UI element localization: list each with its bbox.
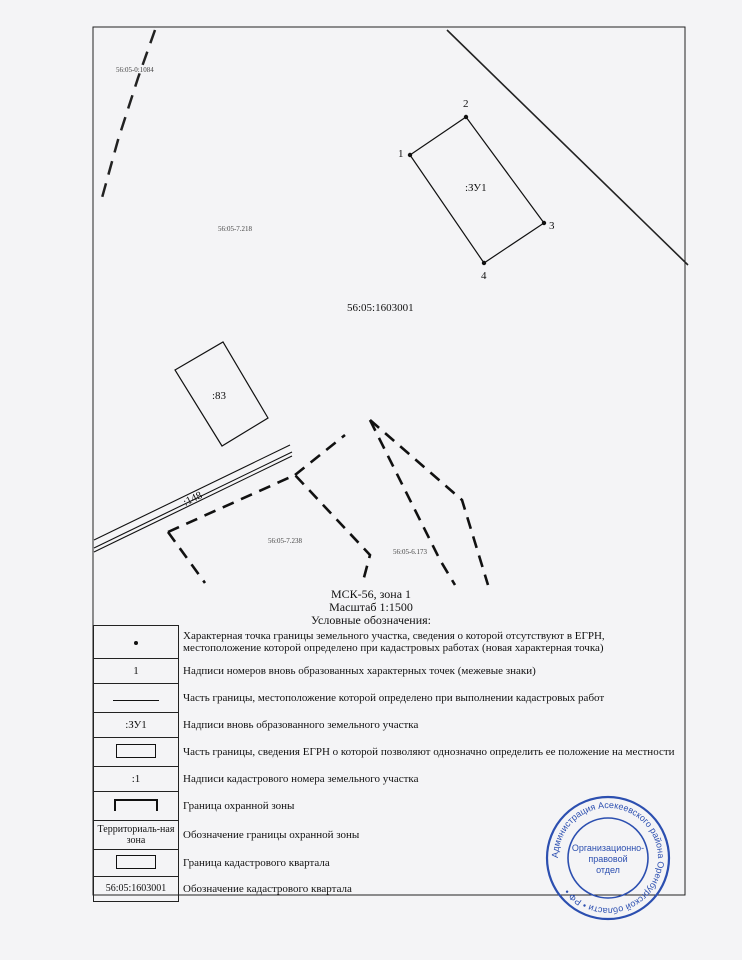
parcel-label-148: :148 (181, 489, 205, 509)
legend-text: Граница кадастрового квартала (183, 857, 330, 869)
legend-title: Условные обозначения: (310, 613, 432, 627)
zone-boundary-e (370, 420, 488, 585)
svg-text:Организационно-: Организационно- (571, 843, 645, 853)
legend-text: Обозначение кадастрового квартала (183, 883, 352, 895)
label-zone-b: 56:05-6.173 (393, 548, 428, 556)
scale-label: Масштаб 1:1500 (329, 600, 413, 614)
legend-text: Часть границы, местоположение которой определено при выполнении кадастровых работ (183, 692, 605, 704)
boundary-line-diagonal (447, 30, 688, 265)
point-3 (542, 221, 546, 225)
point-4 (482, 261, 486, 265)
legend-text: Надписи вновь образованного земельного участка (183, 719, 419, 731)
legend-row (94, 738, 683, 767)
legend-symbol-text: :1 (94, 767, 179, 792)
zone-boundary-d (370, 420, 455, 585)
parcel-label-zu1: :ЗУ1 (465, 182, 487, 194)
new-point-symbol (134, 641, 138, 645)
legend-symbol-text: 56:05:1603001 (94, 877, 179, 902)
coordinate-system: МСК-56, зона 1 (330, 587, 412, 601)
legend-text: Надписи номеров вновь образованных характерных точек (межевые знаки) (183, 665, 536, 677)
label-zone-a: 56:05-7.238 (268, 537, 303, 545)
svg-text:Администрация Асекеевского рай: Администрация Асекеевского района Оренбургской области • РФ • (549, 799, 667, 917)
point-label-2: 2 (463, 98, 469, 110)
point-1 (408, 153, 412, 157)
svg-text:отдел: отдел (596, 865, 620, 875)
boundary-line-symbol (113, 700, 159, 701)
svg-text:правовой: правовой (588, 854, 628, 864)
stamp-seal (545, 795, 671, 921)
point-label-4: 4 (481, 270, 487, 282)
legend-row (94, 767, 683, 792)
legend-text: Надписи кадастрового номера земельного участка (183, 773, 419, 785)
legend-symbol-text: 1 (94, 659, 179, 684)
egrn-boundary-symbol (116, 744, 156, 758)
legend-row (94, 659, 683, 684)
zone-boundary-left (100, 30, 155, 205)
point-2 (464, 115, 468, 119)
legend-text: Обозначение границы охранной зоны (183, 829, 360, 841)
legend-text: Часть границы, сведения ЕГРН о которой позволяют однозначно определить ее положение на местности (183, 746, 675, 758)
protection-zone-symbol (114, 799, 158, 811)
legend-row (94, 713, 683, 738)
quarter-label: 56:05:1603001 (347, 302, 414, 314)
label-mid-left: 56:05-7.218 (218, 225, 253, 233)
point-label-3: 3 (549, 220, 555, 232)
quarter-boundary-symbol (116, 855, 156, 869)
legend-row (94, 626, 683, 659)
official-stamp (545, 795, 671, 921)
legend-symbol-text: Территориаль-ная зона (94, 821, 179, 850)
zone-boundary-a (168, 532, 205, 583)
parcel-label-83: :83 (212, 390, 227, 402)
legend-text: Характерная точка границы земельного участка, сведения о которой отсутствуют в ЕГРН, местоположение которой определено при кадастровых работах (новая характерная точка) (183, 630, 605, 654)
label-top-left: 56:05-0:1084 (116, 66, 154, 74)
legend-row (94, 684, 683, 713)
legend-symbol-text: :ЗУ1 (94, 713, 179, 738)
zone-boundary-c (295, 435, 345, 475)
point-label-1: 1 (398, 148, 404, 160)
legend-text: Граница охранной зоны (183, 800, 295, 812)
